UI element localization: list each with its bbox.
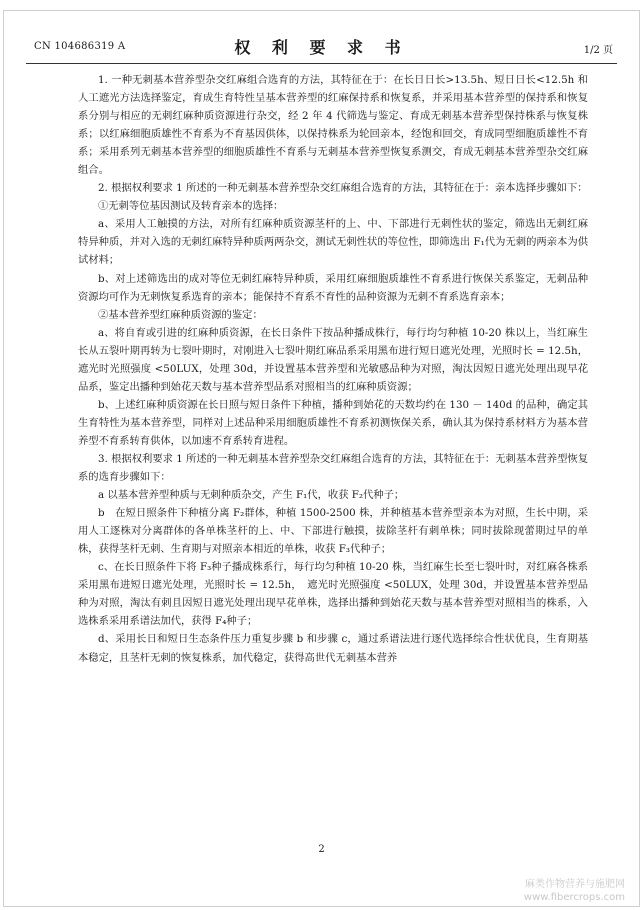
claim-paragraph: 2. 根据权利要求 1 所述的一种无刺基本营养型杂交红麻组合选育的方法，其特征在于：亲本选择步骤如下：: [98, 182, 588, 195]
claim-paragraph: a、将自育或引进的红麻种质资源，在长日条件下按品种播成株行，每行均匀种植 10-20 株以上，当红麻生长从五裂叶期再转为七裂叶期时，对刚进入七裂叶期红麻品系采用黑布进行短日遮光处理，光照时长 = 12.5h，遮光时光照强度 <50LUX，处理 30d，并设置基本营养型和光敏感品种为对照，淘汰因短日遮光处理出现早花品系，鉴定出播种到始花天数与基本营养型品系对照相当的红麻种质资源；: [78, 326, 588, 393]
claim-paragraph: ②基本营养型红麻种质资源的鉴定：: [98, 308, 263, 321]
patent-page: [3, 10, 640, 907]
site-watermark: [524, 878, 625, 904]
doc-number: CN 104686319 A: [34, 41, 126, 52]
claim-paragraph: b、上述红麻种质资源在长日照与短日条件下种植，播种到始花的天数均约在 130 － 140d 的品种，确定其生育特性为基本营养型，同样对上述品种采用细胞质雄性不育系初测恢保关系，确认其为保持系材料方为基本营养型不育系转育供体，以加速不育系转育进程。: [78, 398, 588, 447]
claim-paragraph: ①无刺等位基因测试及转育亲本的选择：: [98, 200, 284, 213]
claim-paragraph: 1. 一种无刺基本营养型杂交红麻组合选育的方法，其特征在于：在长日日长>13.5h、短日日长<12.5h 和人工遮光方法选择鉴定，育成生育特性呈基本营养型的红麻保持系和恢复系，并采用基本营养型的保持系和恢复系分别与相应的无刺红麻种质资源进行杂交，经 2 年 4 代筛选与鉴定、育成无刺基本营养型保持株系与恢复株系；以红麻细胞质雄性不育系为不育基因供体，以保持株系为轮回亲本，经饱和回交，育成同型细胞质雄性不育系；采用系列无刺基本营养型的细胞质雄性不育系与无刺基本营养型恢复系测交，育成无刺基本营养型杂交红麻组合。: [78, 74, 588, 177]
claim-paragraph: b、对上述筛选出的成对等位无刺红麻特异种质，采用红麻细胞质雄性不育系进行恢保关系鉴定，无刺品种资源均可作为无刺恢复系选育的亲本；能保持不育系不育性的品种资源为无刺不育系选育亲本；: [78, 272, 588, 303]
claim-paragraph: a、采用人工触摸的方法，对所有红麻种质资源茎杆的上、中、下部进行无刺性状的鉴定，筛选出无刺红麻特异种质，并对入选的无刺红麻特异种质两两杂交，测试无刺性状的等位性，即筛选出 F₁代为无刺的两亲本为供试材料；: [78, 218, 588, 267]
claim-paragraph: 3. 根据权利要求 1 所述的一种无刺基本营养型杂交红麻组合选育的方法，其特征在于：无刺基本营养型恢复系的选育步骤如下：: [78, 452, 588, 484]
header-rule: [26, 63, 617, 64]
claim-paragraph: a 以基本营养型种质与无刺种质杂交，产生 F₁代，收获 F₂代种子；: [98, 489, 405, 502]
watermark-title: 麻类作物营养与施肥网: [525, 879, 625, 890]
watermark-url: www.fibercrops.com: [523, 892, 625, 903]
page-number: 2: [318, 844, 325, 855]
page-index: 1/2 页: [583, 45, 613, 56]
claim-paragraph: c、在长日照条件下将 F₃种子播成株系行，每行均匀种植 10-20 株，当红麻生长至七裂叶时，对红麻各株系采用黑布进短日遮光处理，光照时长 = 12.5h， 遮光时光照强度 <50LUX，处理 30d，并设置基本营养型品种为对照，淘汰有刺且因短日遮光处理出现早花单株，选择出播种到始花天数与基本营养型对照相当的株系，入选株系采用系谱法加代，获得 F₄种子；: [78, 561, 588, 628]
page-header: [26, 33, 617, 61]
claim-paragraph: b 在短日照条件下种植分离 F₂群体，种植 1500-2500 株，并种植基本营养型亲本为对照，生长中期，采用人工逐株对分离群体的各单株茎杆的上、中、下部进行触摸，拔除茎杆有刺单株；同时拔除现蕾期过早的单株，获得茎杆无刺、生育期与对照亲本相近的单株，收获 F₃代种子；: [78, 507, 588, 556]
claim-paragraph: d、采用长日和短日生态条件压力重复步骤 b 和步骤 c，通过系谱法进行逐代选择综合性状优良，生育期基本稳定，且茎杆无刺的恢复株系，加代稳定，获得高世代无刺基本营养: [78, 633, 588, 664]
doc-title: 权 利 要 求 书: [234, 38, 409, 57]
claims-body: [78, 71, 588, 667]
